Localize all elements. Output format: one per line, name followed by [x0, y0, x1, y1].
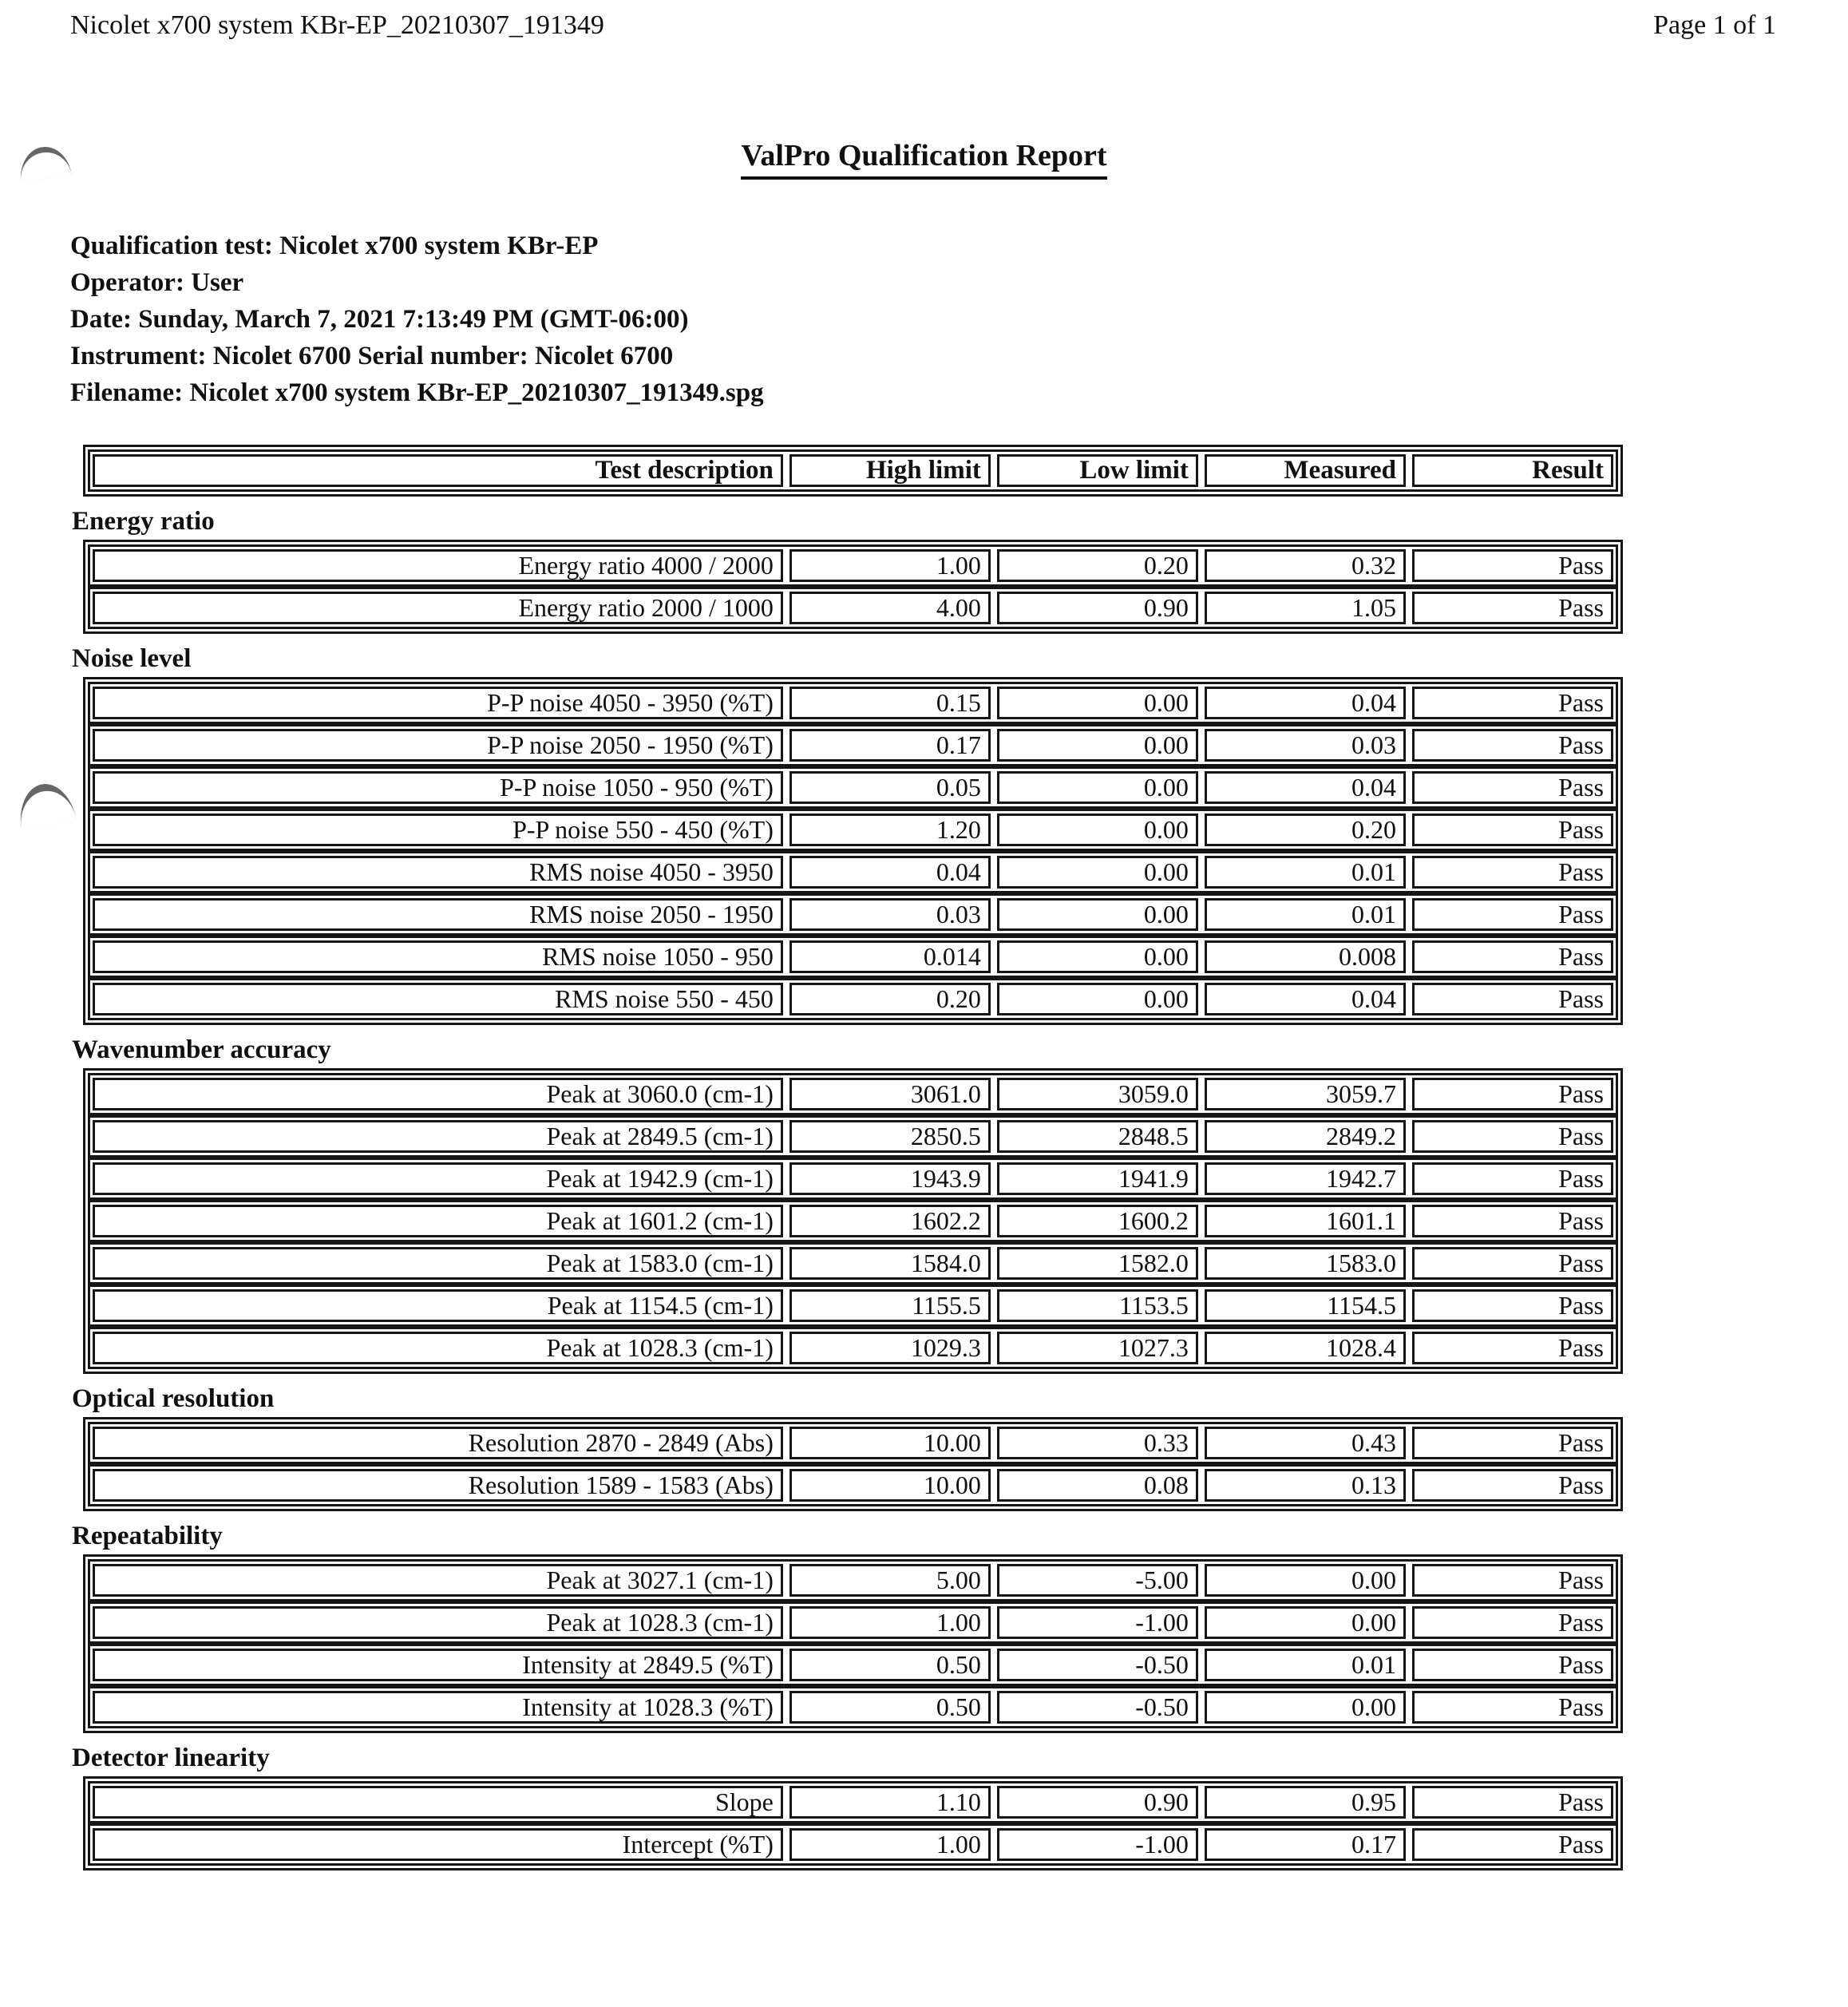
value-cell: 0.00 — [1205, 1606, 1406, 1639]
value-cell: -0.50 — [997, 1691, 1198, 1724]
test-description-cell: RMS noise 1050 - 950 — [93, 940, 783, 973]
table-row — [88, 544, 1618, 587]
test-description-cell: Energy ratio 2000 / 1000 — [93, 592, 783, 624]
value-cell: 1600.2 — [997, 1205, 1198, 1237]
test-description-cell: Peak at 1028.3 (cm-1) — [93, 1606, 783, 1639]
result-cell: Pass — [1412, 1120, 1613, 1153]
value-cell: 0.04 — [1205, 771, 1406, 804]
title-row — [0, 137, 1848, 180]
value-cell: 0.00 — [997, 687, 1198, 719]
value-cell: 0.01 — [1205, 856, 1406, 889]
section-label: Energy ratio — [72, 507, 215, 536]
value-cell: 1582.0 — [997, 1247, 1198, 1280]
section-label: Wavenumber accuracy — [72, 1035, 331, 1064]
value-cell: 0.20 — [1205, 813, 1406, 846]
test-description-cell: Peak at 1028.3 (cm-1) — [93, 1332, 783, 1364]
result-cell: Pass — [1412, 1247, 1613, 1280]
result-cell: Pass — [1412, 1786, 1613, 1819]
value-cell: 0.90 — [997, 592, 1198, 624]
value-cell: 1.00 — [789, 1606, 991, 1639]
test-description-cell: Intensity at 2849.5 (%T) — [93, 1649, 783, 1681]
value-cell: 0.00 — [997, 983, 1198, 1015]
report-info — [70, 228, 1848, 411]
test-description-cell: Resolution 1589 - 1583 (Abs) — [93, 1469, 783, 1502]
value-cell: 1601.1 — [1205, 1205, 1406, 1237]
table-row — [88, 1686, 1618, 1728]
result-cell: Pass — [1412, 813, 1613, 846]
test-description-cell: Intercept (%T) — [93, 1828, 783, 1861]
result-cell: Pass — [1412, 687, 1613, 719]
value-cell: 1029.3 — [789, 1332, 991, 1364]
test-description-cell: Peak at 1601.2 (cm-1) — [93, 1205, 783, 1237]
result-cell: Pass — [1412, 898, 1613, 931]
section-group — [83, 1068, 1623, 1374]
value-cell: 1942.7 — [1205, 1162, 1406, 1195]
test-description-cell: Energy ratio 4000 / 2000 — [93, 549, 783, 582]
test-description-cell: Peak at 1942.9 (cm-1) — [93, 1162, 783, 1195]
table-header-group — [83, 445, 1623, 497]
section-label: Detector linearity — [72, 1744, 270, 1772]
table-row — [88, 1115, 1618, 1158]
column-header: Low limit — [997, 454, 1198, 487]
result-cell: Pass — [1412, 856, 1613, 889]
value-cell: 10.00 — [789, 1427, 991, 1459]
test-description-cell: RMS noise 550 - 450 — [93, 983, 783, 1015]
value-cell: 1.20 — [789, 813, 991, 846]
value-cell: 1.10 — [789, 1786, 991, 1819]
table-row — [88, 809, 1618, 851]
info-line: Date: Sunday, March 7, 2021 7:13:49 PM (GMT-06:00) — [70, 305, 689, 334]
result-cell: Pass — [1412, 1469, 1613, 1502]
value-cell: 0.00 — [997, 729, 1198, 762]
info-line: Qualification test: Nicolet x700 system KBr-EP — [70, 232, 599, 260]
column-header: Measured — [1205, 454, 1406, 487]
result-cell: Pass — [1412, 1427, 1613, 1459]
value-cell: -1.00 — [997, 1606, 1198, 1639]
result-cell: Pass — [1412, 549, 1613, 582]
table-header-row — [88, 449, 1618, 492]
value-cell: 1.05 — [1205, 592, 1406, 624]
value-cell: -5.00 — [997, 1564, 1198, 1597]
test-description-cell: Peak at 3027.1 (cm-1) — [93, 1564, 783, 1597]
value-cell: 0.20 — [789, 983, 991, 1015]
value-cell: -1.00 — [997, 1828, 1198, 1861]
section-group — [83, 1554, 1623, 1733]
value-cell: 0.15 — [789, 687, 991, 719]
result-cell: Pass — [1412, 1162, 1613, 1195]
table-row — [88, 1559, 1618, 1601]
table-row — [88, 1327, 1618, 1369]
result-cell: Pass — [1412, 1606, 1613, 1639]
table-row — [88, 1823, 1618, 1866]
value-cell: 0.32 — [1205, 549, 1406, 582]
value-cell: 0.13 — [1205, 1469, 1406, 1502]
print-header-right: Page 1 of 1 — [1653, 10, 1776, 40]
value-cell: 1.00 — [789, 1828, 991, 1861]
table-row — [88, 1285, 1618, 1327]
result-cell: Pass — [1412, 729, 1613, 762]
section-label: Noise level — [72, 644, 192, 673]
test-description-cell: Slope — [93, 1786, 783, 1819]
value-cell: 0.50 — [789, 1691, 991, 1724]
test-description-cell: P-P noise 1050 - 950 (%T) — [93, 771, 783, 804]
test-description-cell: P-P noise 550 - 450 (%T) — [93, 813, 783, 846]
value-cell: 0.33 — [997, 1427, 1198, 1459]
value-cell: 1153.5 — [997, 1289, 1198, 1322]
table-row — [88, 1073, 1618, 1115]
section-group — [83, 540, 1623, 634]
value-cell: -0.50 — [997, 1649, 1198, 1681]
value-cell: 0.00 — [997, 813, 1198, 846]
value-cell: 0.00 — [1205, 1564, 1406, 1597]
table-row — [88, 893, 1618, 936]
table-row — [88, 682, 1618, 724]
table-row — [88, 1601, 1618, 1644]
result-cell: Pass — [1412, 771, 1613, 804]
table-row — [88, 851, 1618, 893]
value-cell: 0.03 — [1205, 729, 1406, 762]
table-row — [88, 978, 1618, 1020]
value-cell: 0.04 — [1205, 687, 1406, 719]
table-row — [88, 1644, 1618, 1686]
result-cell: Pass — [1412, 983, 1613, 1015]
value-cell: 1943.9 — [789, 1162, 991, 1195]
section-label: Optical resolution — [72, 1384, 275, 1413]
value-cell: 0.01 — [1205, 1649, 1406, 1681]
value-cell: 1584.0 — [789, 1247, 991, 1280]
value-cell: 2850.5 — [789, 1120, 991, 1153]
result-cell: Pass — [1412, 1205, 1613, 1237]
table-row — [88, 1464, 1618, 1506]
value-cell: 0.00 — [997, 771, 1198, 804]
value-cell: 0.43 — [1205, 1427, 1406, 1459]
value-cell: 0.00 — [997, 898, 1198, 931]
value-cell: 1583.0 — [1205, 1247, 1406, 1280]
result-cell: Pass — [1412, 1828, 1613, 1861]
value-cell: 0.00 — [997, 856, 1198, 889]
value-cell: 3059.0 — [997, 1078, 1198, 1110]
value-cell: 2848.5 — [997, 1120, 1198, 1153]
value-cell: 0.03 — [789, 898, 991, 931]
test-description-cell: Resolution 2870 - 2849 (Abs) — [93, 1427, 783, 1459]
value-cell: 0.17 — [1205, 1828, 1406, 1861]
result-cell: Pass — [1412, 1289, 1613, 1322]
value-cell: 0.00 — [997, 940, 1198, 973]
scan-artifact-icon — [14, 779, 77, 829]
value-cell: 4.00 — [789, 592, 991, 624]
section-group — [83, 677, 1623, 1025]
value-cell: 0.04 — [1205, 983, 1406, 1015]
value-cell: 1602.2 — [789, 1205, 991, 1237]
print-header — [0, 0, 1848, 43]
table-row — [88, 766, 1618, 809]
results-table — [72, 445, 1623, 1870]
section-group — [83, 1417, 1623, 1511]
result-cell: Pass — [1412, 592, 1613, 624]
value-cell: 5.00 — [789, 1564, 991, 1597]
value-cell: 1154.5 — [1205, 1289, 1406, 1322]
section-group — [83, 1776, 1623, 1870]
info-line: Instrument: Nicolet 6700 Serial number: Nicolet 6700 — [70, 342, 674, 370]
test-description-cell: Peak at 1154.5 (cm-1) — [93, 1289, 783, 1322]
result-cell: Pass — [1412, 1332, 1613, 1364]
value-cell: 0.17 — [789, 729, 991, 762]
table-row — [88, 1200, 1618, 1242]
test-description-cell: Intensity at 1028.3 (%T) — [93, 1691, 783, 1724]
test-description-cell: P-P noise 4050 - 3950 (%T) — [93, 687, 783, 719]
table-row — [88, 587, 1618, 629]
value-cell: 0.014 — [789, 940, 991, 973]
value-cell: 0.90 — [997, 1786, 1198, 1819]
info-line: Filename: Nicolet x700 system KBr-EP_20210307_191349.spg — [70, 378, 764, 407]
column-header: High limit — [789, 454, 991, 487]
value-cell: 1027.3 — [997, 1332, 1198, 1364]
value-cell: 10.00 — [789, 1469, 991, 1502]
value-cell: 0.04 — [789, 856, 991, 889]
value-cell: 0.008 — [1205, 940, 1406, 973]
column-header: Test description — [93, 454, 783, 487]
print-header-left: Nicolet x700 system KBr-EP_20210307_191349 — [70, 10, 604, 40]
page-title: ValPro Qualification Report — [741, 137, 1106, 180]
result-cell: Pass — [1412, 1564, 1613, 1597]
value-cell: 3059.7 — [1205, 1078, 1406, 1110]
value-cell: 0.95 — [1205, 1786, 1406, 1819]
value-cell: 0.20 — [997, 549, 1198, 582]
test-description-cell: P-P noise 2050 - 1950 (%T) — [93, 729, 783, 762]
value-cell: 1941.9 — [997, 1162, 1198, 1195]
table-row — [88, 1781, 1618, 1823]
test-description-cell: Peak at 2849.5 (cm-1) — [93, 1120, 783, 1153]
value-cell: 2849.2 — [1205, 1120, 1406, 1153]
table-row — [88, 936, 1618, 978]
value-cell: 3061.0 — [789, 1078, 991, 1110]
table-row — [88, 1158, 1618, 1200]
result-cell: Pass — [1412, 1649, 1613, 1681]
result-cell: Pass — [1412, 1078, 1613, 1110]
value-cell: 0.00 — [1205, 1691, 1406, 1724]
test-description-cell: Peak at 1583.0 (cm-1) — [93, 1247, 783, 1280]
test-description-cell: RMS noise 4050 - 3950 — [93, 856, 783, 889]
test-description-cell: Peak at 3060.0 (cm-1) — [93, 1078, 783, 1110]
value-cell: 1155.5 — [789, 1289, 991, 1322]
column-header: Result — [1412, 454, 1613, 487]
result-cell: Pass — [1412, 940, 1613, 973]
table-row — [88, 1242, 1618, 1285]
result-cell: Pass — [1412, 1691, 1613, 1724]
test-description-cell: RMS noise 2050 - 1950 — [93, 898, 783, 931]
value-cell: 0.05 — [789, 771, 991, 804]
value-cell: 0.08 — [997, 1469, 1198, 1502]
value-cell: 1.00 — [789, 549, 991, 582]
value-cell: 0.50 — [789, 1649, 991, 1681]
value-cell: 0.01 — [1205, 898, 1406, 931]
section-label: Repeatability — [72, 1522, 223, 1550]
info-line: Operator: User — [70, 268, 244, 297]
value-cell: 1028.4 — [1205, 1332, 1406, 1364]
table-row — [88, 724, 1618, 766]
table-row — [88, 1422, 1618, 1464]
